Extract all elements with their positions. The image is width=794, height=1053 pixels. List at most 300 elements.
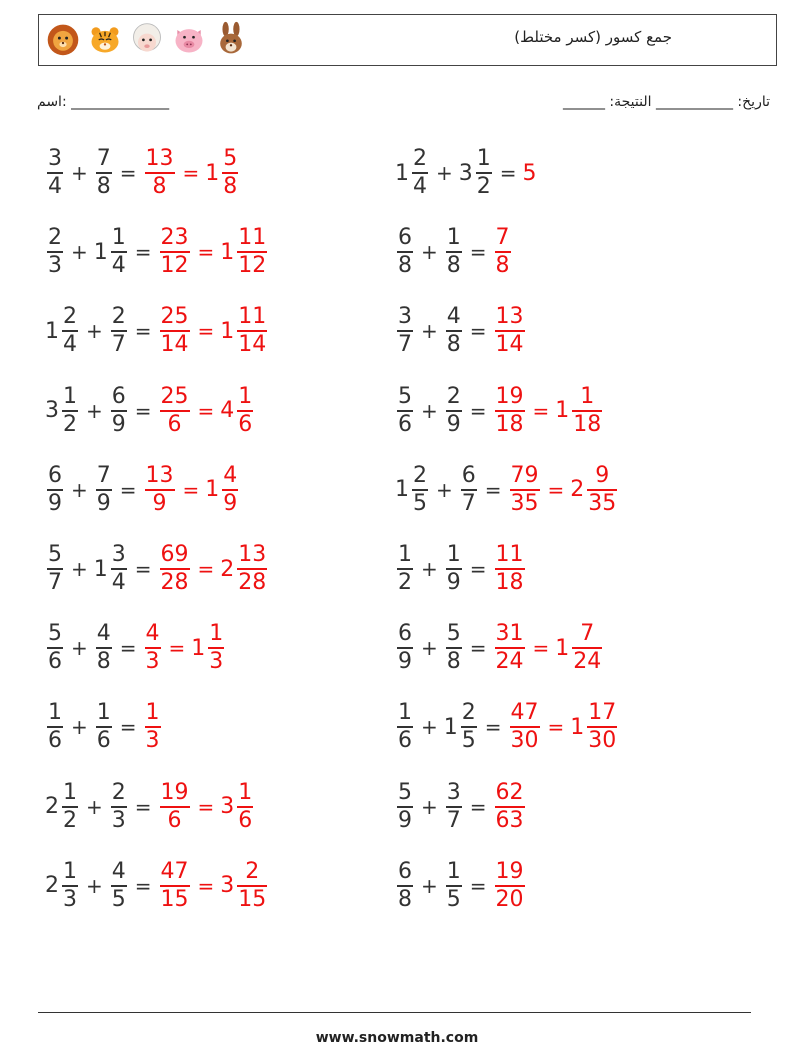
fraction	[495, 623, 525, 673]
answer-improper	[158, 306, 192, 356]
denominator: 18	[573, 411, 602, 437]
denominator: 4	[63, 332, 77, 358]
equals-sign: =	[469, 240, 487, 265]
answer-improper	[493, 623, 527, 673]
numerator: 4	[145, 621, 160, 647]
denominator: 4	[48, 174, 62, 199]
denominator: 7	[461, 490, 476, 516]
problem-item	[45, 301, 269, 361]
fraction	[160, 306, 190, 356]
numerator: 17	[588, 700, 617, 726]
footer-url: www.snowmath.com	[315, 1030, 479, 1046]
numerator: 2	[413, 146, 427, 171]
answer-improper	[493, 544, 527, 594]
numerator: 9	[595, 462, 610, 488]
fraction	[495, 779, 525, 833]
numerator: 1	[238, 383, 253, 409]
addend-2	[459, 462, 479, 516]
footer-divider	[38, 1012, 751, 1013]
problem-item	[45, 460, 240, 520]
answer-mixed	[555, 383, 604, 437]
numerator: 2	[461, 700, 476, 726]
fraction	[222, 148, 238, 198]
numerator: 69	[160, 542, 189, 567]
numerator: 11	[238, 225, 267, 251]
denominator: 6	[398, 411, 412, 437]
fraction	[62, 858, 78, 912]
equals-sign: =	[197, 794, 215, 819]
fraction	[47, 702, 63, 752]
equals-sign: =	[134, 557, 152, 581]
fraction	[111, 227, 127, 277]
addend-2	[109, 383, 129, 437]
fraction	[160, 858, 190, 912]
whole-number: 2	[570, 477, 585, 503]
denominator: 6	[96, 728, 111, 754]
plus-sign: +	[421, 636, 438, 661]
fraction	[96, 462, 112, 516]
denominator: 8	[446, 332, 461, 358]
numerator: 5	[398, 383, 412, 409]
plus-sign: +	[86, 794, 103, 819]
numerator: 19	[160, 779, 189, 805]
numerator: 6	[48, 462, 62, 488]
addend-2	[109, 779, 129, 833]
denominator: 14	[160, 332, 189, 358]
answer-mixed	[220, 544, 269, 594]
fraction	[160, 383, 190, 437]
problem-item	[395, 618, 604, 678]
fraction	[461, 702, 477, 752]
fraction	[397, 383, 413, 437]
answer-mixed	[555, 623, 604, 673]
plus-sign: +	[436, 161, 453, 185]
addend-1	[45, 858, 80, 912]
whole-number: 1	[205, 160, 220, 186]
addend-2	[109, 306, 129, 356]
fraction	[237, 227, 267, 277]
plus-sign: +	[71, 240, 88, 265]
addend-1	[395, 462, 430, 516]
denominator: 7	[398, 332, 412, 358]
answer-improper	[143, 148, 177, 198]
fraction	[446, 858, 462, 912]
numerator: 1	[145, 700, 160, 726]
denominator: 5	[461, 728, 476, 754]
numerator: 2	[111, 779, 126, 805]
equals-sign: =	[547, 715, 565, 740]
answer-mixed	[220, 383, 255, 437]
equals-sign: =	[532, 636, 550, 661]
numerator: 47	[160, 858, 189, 884]
denominator: 3	[145, 728, 160, 754]
whole-number: 1	[191, 635, 206, 661]
addend-1	[45, 544, 65, 594]
fraction	[237, 383, 253, 437]
problem-item	[45, 777, 255, 837]
numerator: 5	[223, 146, 238, 171]
answer-improper	[493, 858, 527, 912]
fraction	[96, 702, 112, 752]
denominator: 28	[238, 570, 267, 595]
equals-sign: =	[469, 873, 487, 898]
denominator: 6	[167, 807, 182, 833]
answer-mixed	[220, 858, 269, 912]
addend-2	[444, 858, 464, 912]
fraction	[237, 544, 267, 594]
denominator: 28	[160, 570, 189, 595]
denominator: 3	[209, 649, 224, 675]
fraction	[397, 306, 413, 356]
addend-1	[45, 306, 80, 356]
plus-sign: +	[436, 477, 453, 502]
denominator: 6	[48, 728, 62, 754]
addend-2	[444, 227, 464, 277]
denominator: 4	[111, 570, 126, 595]
numerator: 2	[446, 383, 461, 409]
equals-sign: =	[119, 715, 137, 740]
fraction	[111, 306, 127, 356]
addend-1	[45, 462, 65, 516]
header-box	[38, 14, 777, 66]
denominator: 3	[63, 886, 77, 912]
denominator: 2	[476, 174, 491, 199]
denominator: 3	[48, 253, 62, 279]
numerator: 1	[238, 779, 253, 805]
addend-1	[395, 702, 415, 752]
equals-sign: =	[197, 319, 215, 344]
fraction	[96, 148, 112, 198]
equals-sign: =	[469, 636, 487, 661]
whole-number: 3	[220, 794, 235, 820]
problem-item	[45, 222, 269, 282]
numerator: 62	[495, 779, 524, 805]
numerator: 2	[111, 304, 126, 330]
numerator: 3	[446, 779, 461, 805]
whole-number: 2	[45, 794, 59, 820]
whole-number: 1	[93, 556, 108, 582]
numerator: 1	[96, 700, 111, 726]
denominator: 15	[160, 886, 189, 912]
denominator: 8	[223, 174, 238, 199]
numerator: 4	[446, 304, 461, 330]
addend-1	[395, 779, 415, 833]
denominator: 6	[238, 411, 253, 437]
denominator: 8	[96, 649, 111, 675]
pig-icon	[171, 19, 207, 59]
fraction	[111, 544, 127, 594]
tiger-icon	[87, 19, 123, 59]
numerator: 5	[398, 779, 412, 805]
denominator: 6	[167, 411, 182, 437]
denominator: 7	[48, 570, 62, 595]
addend-2	[444, 702, 479, 752]
problem-item	[45, 143, 240, 203]
fraction	[237, 306, 267, 356]
denominator: 35	[588, 490, 617, 516]
equals-sign: =	[134, 794, 152, 819]
fraction	[111, 858, 127, 912]
answer-mixed	[220, 306, 269, 356]
plus-sign: +	[71, 161, 88, 185]
answer-mixed	[220, 779, 255, 833]
fraction	[495, 858, 525, 912]
denominator: 2	[63, 807, 77, 833]
denominator: 9	[48, 490, 62, 516]
plus-sign: +	[71, 477, 88, 502]
whole-number: 2	[220, 556, 235, 582]
fraction	[412, 462, 428, 516]
equals-sign: =	[197, 398, 215, 423]
plus-sign: +	[421, 319, 438, 344]
whole-number: 2	[45, 873, 59, 899]
numerator: 7	[96, 146, 111, 171]
plus-sign: +	[421, 398, 438, 423]
fraction	[145, 462, 175, 516]
denominator: 9	[152, 490, 167, 516]
fraction	[62, 383, 78, 437]
numerator: 13	[238, 542, 267, 567]
equals-sign: =	[182, 477, 200, 502]
addend-2	[444, 383, 464, 437]
whole-number: 1	[443, 714, 458, 740]
numerator: 6	[398, 621, 412, 647]
equals-sign: =	[469, 557, 487, 581]
addend-1	[395, 383, 415, 437]
whole-number: 1	[395, 477, 409, 503]
numerator: 1	[580, 383, 595, 409]
denominator: 7	[446, 807, 461, 833]
plus-sign: +	[71, 557, 88, 581]
whole-number: 1	[555, 635, 570, 661]
answer-improper	[158, 858, 192, 912]
date-result-field: ______ :تاريخ: ___________ النتيجة	[562, 94, 770, 110]
plus-sign: +	[421, 794, 438, 819]
denominator: 18	[495, 411, 524, 437]
denominator: 9	[96, 490, 111, 516]
equals-sign: =	[168, 636, 186, 661]
denominator: 4	[111, 253, 126, 279]
answer-improper	[158, 779, 192, 833]
fraction	[446, 383, 462, 437]
equals-sign: =	[469, 398, 487, 423]
fraction	[145, 623, 161, 673]
fraction	[397, 858, 413, 912]
denominator: 30	[588, 728, 617, 754]
denominator: 9	[446, 411, 461, 437]
numerator: 1	[446, 858, 461, 884]
plus-sign: +	[86, 319, 103, 344]
denominator: 35	[510, 490, 539, 516]
answer-improper	[493, 383, 527, 437]
equals-sign: =	[197, 240, 215, 265]
lion-icon	[45, 19, 81, 59]
plus-sign: +	[421, 557, 438, 581]
answer-improper	[493, 227, 513, 277]
problem-item	[395, 222, 513, 282]
plus-sign: +	[71, 715, 88, 740]
problem-item	[45, 856, 269, 916]
fraction	[495, 227, 511, 277]
numerator: 7	[495, 225, 510, 251]
denominator: 5	[111, 886, 126, 912]
addend-1	[395, 623, 415, 673]
problem-item	[45, 539, 269, 599]
answer-improper	[158, 544, 192, 594]
numerator: 1	[48, 700, 62, 726]
denominator: 9	[398, 649, 412, 675]
fraction	[446, 779, 462, 833]
fraction	[47, 544, 63, 594]
whole-number: 1	[93, 239, 108, 265]
fraction	[476, 148, 492, 198]
fraction	[145, 702, 161, 752]
equals-sign: =	[182, 161, 200, 185]
numerator: 1	[209, 621, 224, 647]
addend-2	[94, 462, 114, 516]
equals-sign: =	[134, 240, 152, 265]
numerator: 13	[145, 146, 174, 171]
answer-mixed	[191, 623, 226, 673]
answer-improper	[143, 623, 163, 673]
numerator: 5	[48, 542, 62, 567]
problem-item	[45, 697, 163, 757]
whole-number: 3	[220, 873, 235, 899]
numerator: 1	[63, 383, 77, 409]
fraction	[495, 544, 525, 594]
numerator: 13	[145, 462, 174, 488]
denominator: 9	[398, 807, 412, 833]
numerator: 3	[398, 304, 412, 330]
numerator: 13	[495, 304, 524, 330]
denominator: 8	[152, 174, 167, 199]
addend-1	[45, 227, 65, 277]
fraction	[208, 623, 224, 673]
fraction	[510, 462, 540, 516]
problem-item	[395, 539, 527, 599]
addend-2	[109, 858, 129, 912]
answer-improper	[508, 462, 542, 516]
equals-sign: =	[134, 319, 152, 344]
whole-number: 1	[555, 398, 570, 424]
plus-sign: +	[71, 636, 88, 661]
whole-number: 1	[395, 160, 409, 186]
equals-sign: =	[469, 319, 487, 344]
fraction	[397, 544, 413, 594]
fraction	[572, 623, 602, 673]
numerator: 5	[446, 621, 461, 647]
fraction	[446, 544, 462, 594]
equals-sign: =	[484, 477, 502, 502]
answer-improper	[493, 306, 527, 356]
numerator: 19	[495, 383, 524, 409]
numerator: 25	[160, 383, 189, 409]
plus-sign: +	[86, 873, 103, 898]
denominator: 6	[48, 649, 62, 675]
numerator: 23	[160, 225, 189, 251]
equals-sign: =	[134, 873, 152, 898]
equals-sign: =	[119, 477, 137, 502]
addend-2	[444, 306, 464, 356]
fraction	[446, 623, 462, 673]
addend-1	[45, 702, 65, 752]
numerator: 4	[111, 858, 126, 884]
fraction	[47, 227, 63, 277]
denominator: 8	[398, 886, 412, 912]
problem-item	[45, 381, 255, 441]
fraction	[397, 227, 413, 277]
numerator: 6	[111, 383, 126, 409]
addend-2	[94, 544, 129, 594]
answer-improper	[493, 779, 527, 833]
numerator: 11	[238, 304, 267, 330]
numerator: 6	[398, 225, 412, 251]
fraction	[47, 623, 63, 673]
addend-2	[444, 623, 464, 673]
denominator: 4	[413, 174, 427, 199]
answer-mixed	[570, 462, 619, 516]
addend-1	[45, 148, 65, 198]
denominator: 9	[446, 570, 461, 595]
denominator: 8	[96, 174, 111, 199]
fraction	[222, 462, 238, 516]
whole-number: 1	[220, 318, 235, 344]
problem-item	[45, 618, 226, 678]
denominator: 63	[495, 807, 524, 833]
whole-number: 4	[220, 398, 235, 424]
numerator: 4	[223, 462, 238, 488]
addend-1	[45, 623, 65, 673]
answer-mixed	[205, 462, 240, 516]
fraction	[47, 148, 63, 198]
problem-item	[395, 697, 619, 757]
plus-sign: +	[421, 240, 438, 265]
denominator: 14	[495, 332, 524, 358]
denominator: 14	[238, 332, 267, 358]
addend-2	[94, 702, 114, 752]
numerator: 25	[160, 304, 189, 330]
denominator: 6	[238, 807, 253, 833]
fraction	[62, 306, 78, 356]
fraction	[145, 148, 175, 198]
answer-improper	[158, 227, 192, 277]
numerator: 2	[413, 462, 427, 488]
equals-sign: =	[197, 873, 215, 898]
numerator: 1	[476, 146, 491, 171]
equals-sign: =	[532, 398, 550, 423]
answer-improper	[143, 702, 163, 752]
numerator: 7	[96, 462, 111, 488]
denominator: 20	[495, 886, 524, 912]
addend-2	[444, 544, 464, 594]
equals-sign: =	[499, 161, 517, 185]
problem-item	[395, 301, 527, 361]
fraction	[446, 227, 462, 277]
fraction	[96, 623, 112, 673]
numerator: 1	[398, 542, 412, 567]
equals-sign: =	[119, 161, 137, 185]
numerator: 5	[48, 621, 62, 647]
denominator: 8	[398, 253, 412, 279]
numerator: 2	[63, 304, 77, 330]
problem-item	[395, 856, 527, 916]
animal-icons	[45, 19, 249, 59]
addend-2	[459, 148, 494, 198]
numerator: 6	[398, 858, 412, 884]
plus-sign: +	[86, 398, 103, 423]
answer-mixed	[220, 227, 269, 277]
whole-number: 3	[45, 398, 59, 424]
